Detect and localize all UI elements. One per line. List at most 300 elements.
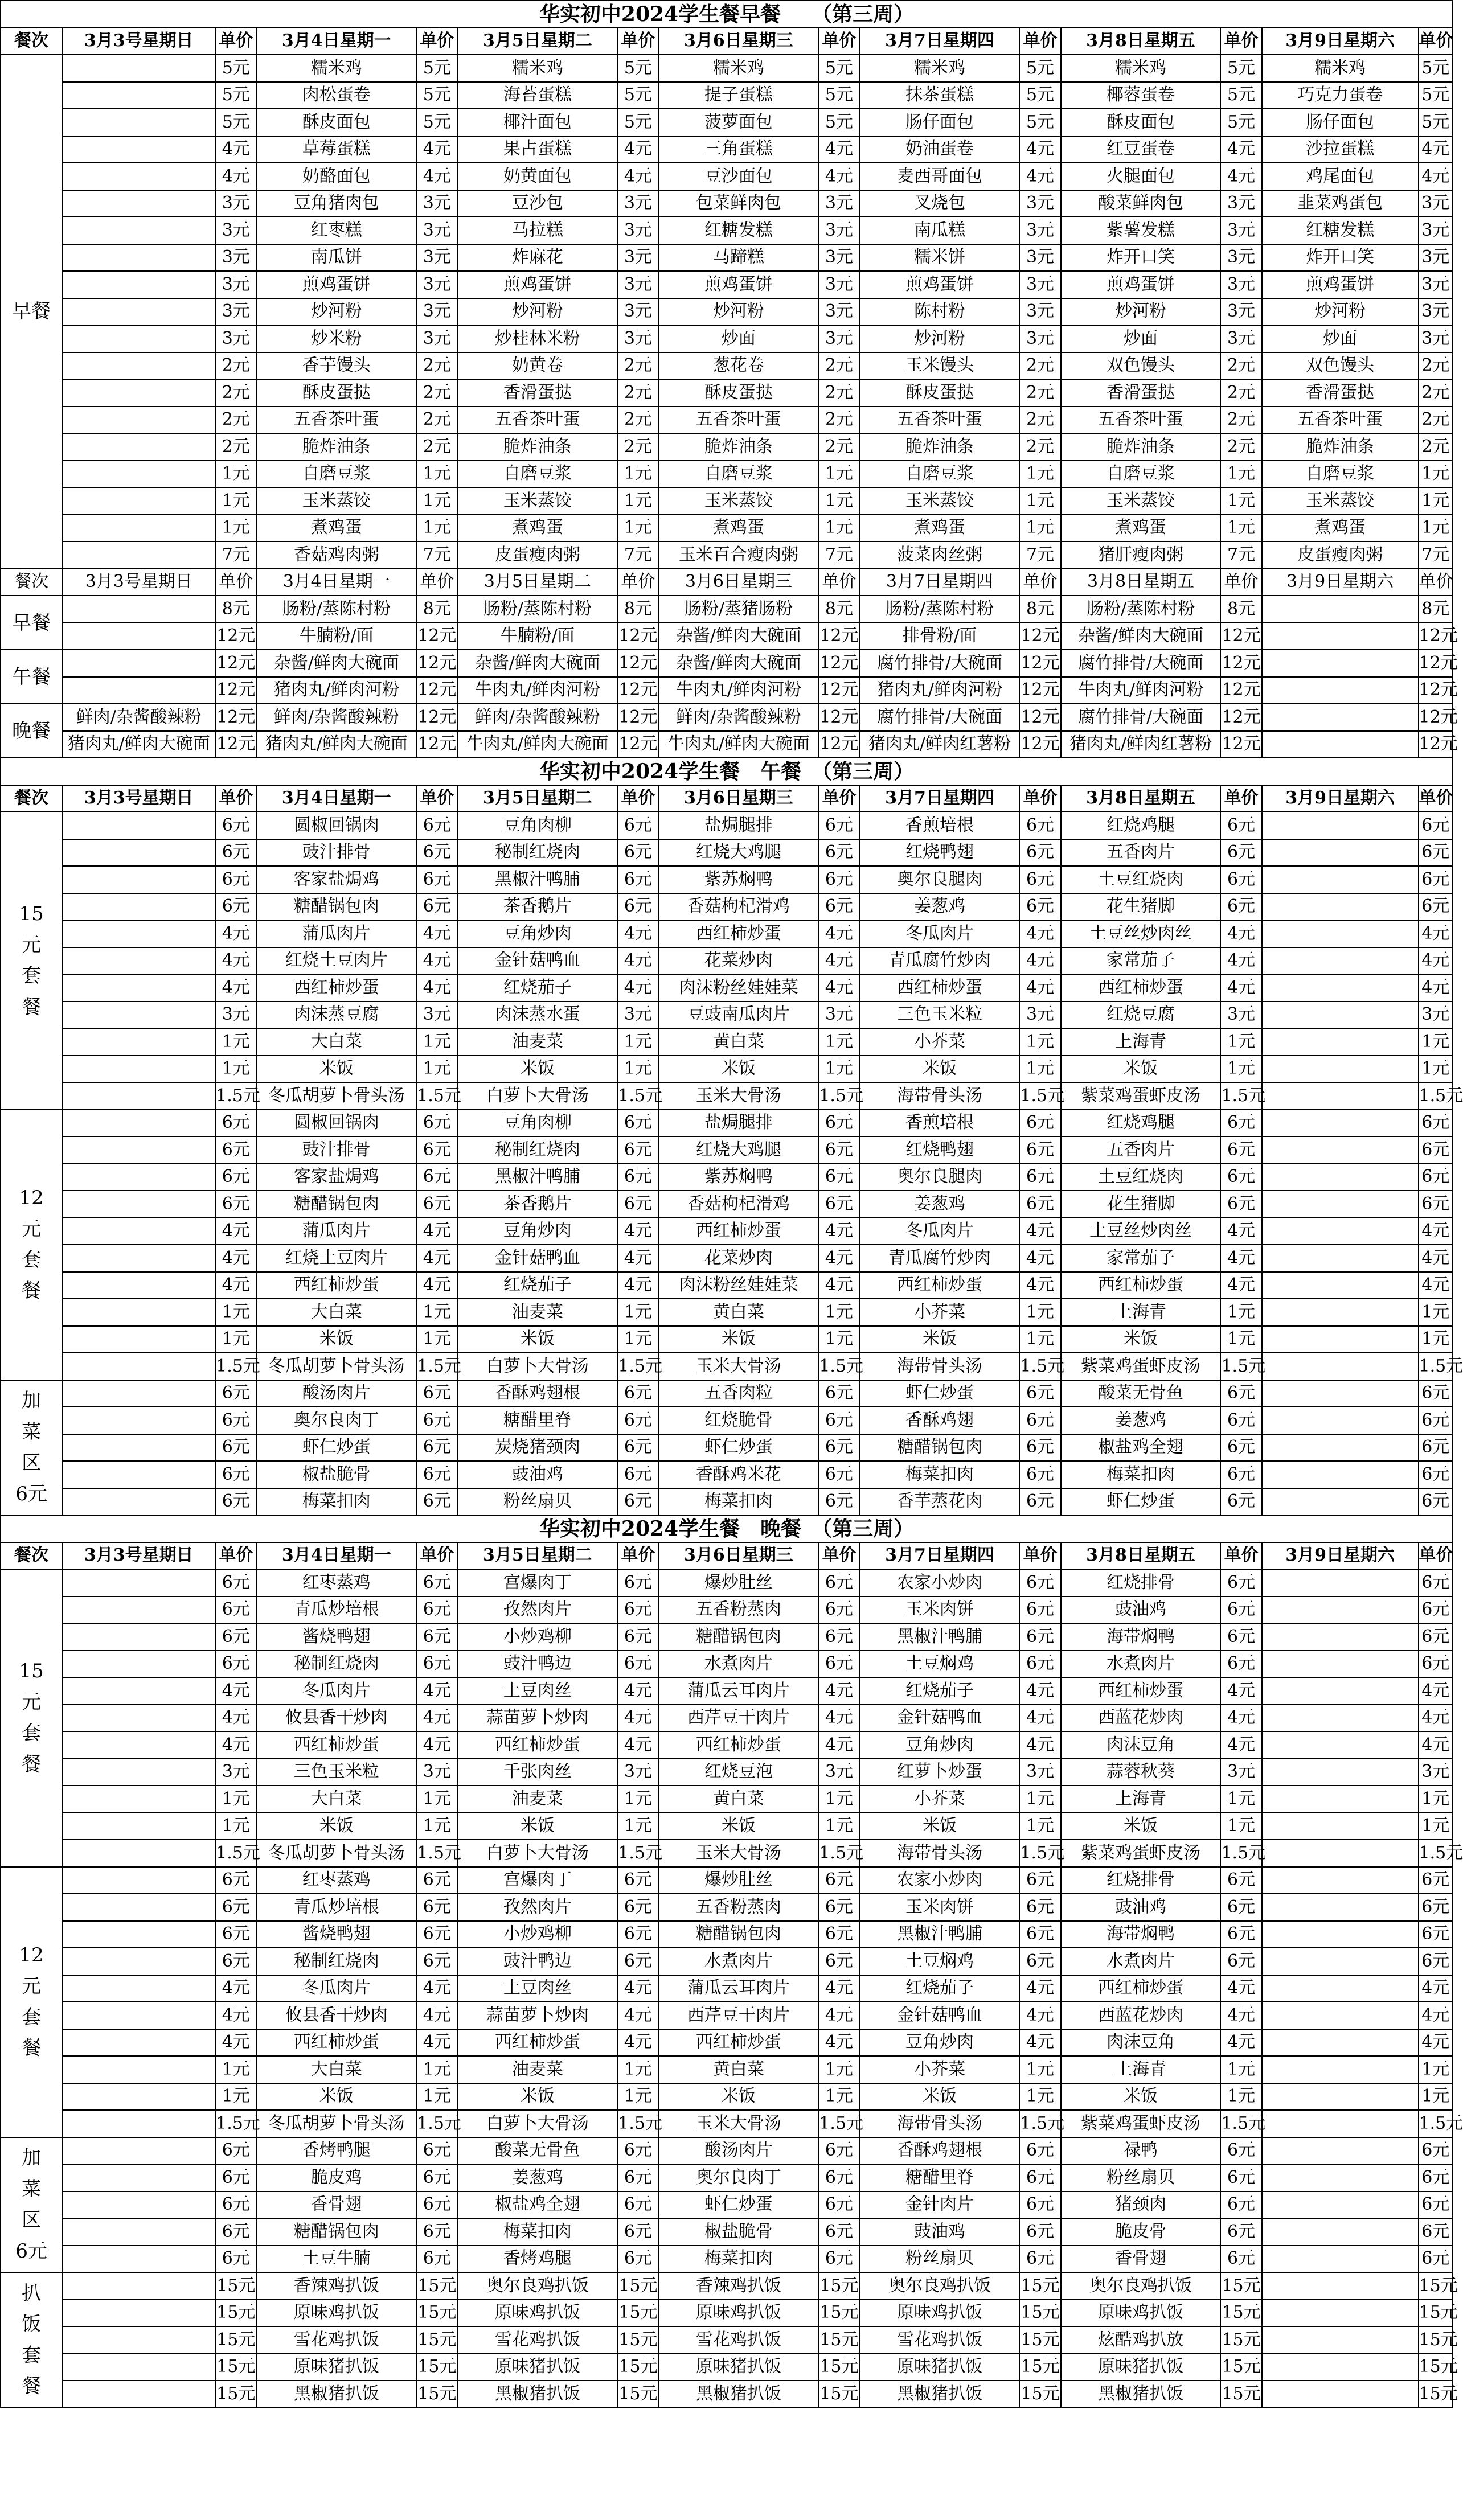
price-cell: 4元 (1220, 1272, 1261, 1299)
dish-cell: 梅菜扣肉 (658, 2246, 818, 2273)
dish-cell: 黑椒猪扒饭 (1061, 2381, 1221, 2408)
meal-label (1, 1380, 62, 1516)
price-cell: 6元 (818, 1921, 859, 1948)
price-cell: 12元 (215, 650, 256, 677)
price-cell: 6元 (1220, 2164, 1261, 2191)
dish-cell: 姜葱鸡 (860, 1191, 1020, 1218)
dish-cell (62, 2137, 215, 2165)
price-cell: 6元 (818, 1596, 859, 1624)
price-cell: 6元 (818, 1488, 859, 1516)
dish-cell: 小炒鸡柳 (457, 1623, 617, 1651)
dish-cell: 抹茶蛋糕 (860, 82, 1020, 109)
header-price-cell: 单价 (416, 785, 457, 812)
table-row (1, 1353, 1453, 1380)
price-cell: 1.5元 (1220, 1082, 1261, 1110)
dish-cell: 水煮肉片 (1061, 1948, 1221, 1975)
dish-cell: 豆角炒肉 (457, 1218, 617, 1245)
dish-cell: 黑椒猪扒饭 (658, 2381, 818, 2408)
dish-cell: 红烧茄子 (457, 974, 617, 1002)
price-cell: 2元 (416, 352, 457, 380)
price-cell: 6元 (215, 1191, 256, 1218)
dish-cell (1262, 1299, 1419, 1326)
price-cell: 1元 (1220, 1326, 1261, 1353)
price-cell: 5元 (617, 82, 658, 109)
dish-cell: 西蓝花炒肉 (1061, 1705, 1221, 1732)
price-cell: 4元 (1419, 2002, 1453, 2029)
price-cell: 6元 (617, 2246, 658, 2273)
table-row (1, 2218, 1453, 2246)
dish-cell: 爆炒肚丝 (658, 1569, 818, 1596)
dish-cell: 土豆肉丝 (457, 1677, 617, 1705)
price-cell: 6元 (1220, 1948, 1261, 1975)
price-cell: 6元 (215, 1921, 256, 1948)
price-cell: 6元 (416, 1596, 457, 1624)
dish-cell: 大白菜 (256, 1299, 416, 1326)
dish-cell: 客家盐焗鸡 (256, 1164, 416, 1191)
price-cell: 15元 (215, 2381, 256, 2408)
price-cell: 1元 (1019, 1299, 1060, 1326)
dish-cell: 土豆焖鸡 (860, 1651, 1020, 1678)
price-cell: 12元 (1019, 623, 1060, 650)
price-cell: 4元 (215, 920, 256, 947)
dish-cell: 脆炸油条 (658, 433, 818, 461)
table-row (1, 974, 1453, 1002)
price-cell: 3元 (1019, 190, 1060, 217)
price-cell: 6元 (1220, 1164, 1261, 1191)
dish-cell: 三色玉米粒 (860, 1002, 1020, 1029)
table-row (1, 1948, 1453, 1975)
price-cell: 6元 (1019, 1651, 1060, 1678)
dish-cell: 猪肉丸/鲜肉河粉 (256, 677, 416, 704)
dish-cell: 豆角肉柳 (457, 1110, 617, 1137)
price-cell: 6元 (1419, 1488, 1453, 1516)
dish-cell: 红烧茄子 (860, 1975, 1020, 2002)
dish-cell: 豉汁鸭边 (457, 1651, 617, 1678)
table-row (1, 1813, 1453, 1840)
price-cell: 6元 (1220, 1136, 1261, 1164)
price-cell: 6元 (818, 1434, 859, 1462)
dish-cell: 脆炸油条 (1262, 433, 1419, 461)
dish-cell: 肉沫粉丝娃娃菜 (658, 1272, 818, 1299)
price-cell: 6元 (215, 2164, 256, 2191)
price-cell: 12元 (1220, 650, 1261, 677)
price-cell: 4元 (1419, 947, 1453, 975)
dish-cell: 椒盐鸡全翅 (457, 2191, 617, 2219)
dish-cell: 炒河粉 (457, 298, 617, 326)
dish-cell: 糖醋锅包肉 (256, 893, 416, 921)
price-cell: 12元 (416, 677, 457, 704)
price-cell: 6元 (416, 1136, 457, 1164)
dish-cell: 糯米鸡 (256, 55, 416, 82)
price-cell: 6元 (1220, 2218, 1261, 2246)
price-cell: 4元 (215, 1218, 256, 1245)
price-cell: 6元 (617, 1191, 658, 1218)
dish-cell: 酸汤肉片 (658, 2137, 818, 2165)
price-cell: 4元 (416, 1677, 457, 1705)
price-cell: 3元 (617, 325, 658, 352)
dish-cell: 奥尔良腿肉 (860, 866, 1020, 893)
dish-cell (1262, 2056, 1419, 2083)
price-cell: 4元 (617, 1218, 658, 1245)
price-cell: 5元 (818, 55, 859, 82)
price-cell: 1元 (1419, 487, 1453, 515)
header-day-cell: 3月6日星期三 (658, 1542, 818, 1570)
dish-cell (62, 1110, 215, 1137)
dish-cell: 梅菜扣肉 (457, 2218, 617, 2246)
price-cell: 6元 (215, 1164, 256, 1191)
price-cell: 1元 (1419, 461, 1453, 488)
dish-cell (1262, 1731, 1419, 1759)
dish-cell: 上海青 (1061, 2056, 1221, 2083)
dish-cell: 黄白菜 (658, 1028, 818, 1056)
price-cell: 15元 (1220, 2300, 1261, 2327)
dish-cell: 豉油鸡 (457, 1461, 617, 1488)
table-row (1, 190, 1453, 217)
price-cell: 6元 (1419, 1407, 1453, 1434)
price-cell: 8元 (416, 596, 457, 623)
dish-cell: 腐竹排骨/大碗面 (860, 704, 1020, 731)
dish-cell: 炫酷鸡扒放 (1061, 2326, 1221, 2354)
dish-cell: 猪肉丸/鲜肉大碗面 (256, 731, 416, 758)
price-cell: 15元 (818, 2354, 859, 2381)
price-cell: 4元 (416, 1975, 457, 2002)
dish-cell: 米饭 (860, 1326, 1020, 1353)
dish-cell: 玉米蒸饺 (1262, 487, 1419, 515)
price-cell: 4元 (1019, 1272, 1060, 1299)
price-cell: 4元 (1019, 2029, 1060, 2057)
dish-cell (62, 2164, 215, 2191)
price-cell: 15元 (1419, 2326, 1453, 2354)
price-cell: 3元 (1019, 1759, 1060, 1786)
dish-cell (1262, 2164, 1419, 2191)
price-cell: 6元 (818, 1407, 859, 1434)
dish-cell: 火腿面包 (1061, 163, 1221, 190)
price-cell: 1.5元 (617, 1353, 658, 1380)
dish-cell: 水煮肉片 (658, 1948, 818, 1975)
dish-cell (62, 109, 215, 136)
price-cell: 5元 (1220, 55, 1261, 82)
dish-cell (62, 461, 215, 488)
price-cell: 2元 (215, 379, 256, 407)
dish-cell: 糖醋锅包肉 (256, 2218, 416, 2246)
meal-label-part: 餐 (22, 1752, 42, 1776)
dish-cell: 牛腩粉/面 (256, 623, 416, 650)
price-cell: 3元 (1220, 217, 1261, 244)
dish-cell: 炒面 (1262, 325, 1419, 352)
price-cell: 2元 (416, 407, 457, 434)
dish-cell: 西红柿炒蛋 (256, 1731, 416, 1759)
price-cell: 6元 (617, 1894, 658, 1921)
price-cell: 3元 (1419, 298, 1453, 326)
dish-cell: 奥尔良鸡扒饭 (457, 2272, 617, 2300)
price-cell: 4元 (1019, 1677, 1060, 1705)
dish-cell: 自磨豆浆 (658, 461, 818, 488)
table-row (1, 136, 1453, 163)
price-cell: 1元 (818, 515, 859, 542)
dish-cell: 煮鸡蛋 (860, 515, 1020, 542)
price-cell: 6元 (1419, 1110, 1453, 1137)
price-cell: 12元 (818, 650, 859, 677)
dish-cell: 水煮肉片 (658, 1651, 818, 1678)
dish-cell (62, 325, 215, 352)
table-row (1, 812, 1453, 839)
price-cell: 3元 (818, 217, 859, 244)
dish-cell: 白萝卜大骨汤 (457, 1082, 617, 1110)
price-cell: 6元 (818, 2246, 859, 2273)
table-row (1, 1542, 1453, 1570)
dish-cell: 虾仁炒蛋 (658, 1434, 818, 1462)
dish-cell: 香烤鸡腿 (457, 2246, 617, 2273)
price-cell: 4元 (617, 1245, 658, 1272)
table-row (1, 163, 1453, 190)
meal-label-part: 元 (22, 1690, 42, 1714)
dish-cell (1262, 1759, 1419, 1786)
dish-cell: 糯米鸡 (860, 55, 1020, 82)
price-cell: 6元 (1019, 1596, 1060, 1624)
price-cell: 5元 (1019, 55, 1060, 82)
price-cell: 4元 (215, 136, 256, 163)
header-day-cell: 3月3号星期日 (62, 785, 215, 812)
meal-label-part: 餐 (22, 2037, 42, 2060)
price-cell: 4元 (215, 1705, 256, 1732)
price-cell: 3元 (1419, 1002, 1453, 1029)
price-cell: 6元 (617, 2164, 658, 2191)
price-cell: 3元 (818, 298, 859, 326)
header-price-cell: 单价 (617, 785, 658, 812)
dish-cell: 花生猪脚 (1061, 893, 1221, 921)
dish-cell: 五香粉蒸肉 (658, 1596, 818, 1624)
dish-cell (1262, 623, 1419, 650)
dish-cell: 西红柿炒蛋 (256, 974, 416, 1002)
dish-cell: 牛肉丸/鲜肉大碗面 (457, 731, 617, 758)
price-cell: 12元 (1019, 677, 1060, 704)
dish-cell: 黑椒猪扒饭 (457, 2381, 617, 2408)
dish-cell: 红烧大鸡腿 (658, 1136, 818, 1164)
price-cell: 5元 (1419, 82, 1453, 109)
price-cell: 2元 (818, 407, 859, 434)
price-cell: 4元 (1419, 1218, 1453, 1245)
price-cell: 5元 (215, 109, 256, 136)
price-cell: 2元 (1220, 433, 1261, 461)
price-cell: 1元 (416, 1299, 457, 1326)
dish-cell: 红豆蛋卷 (1061, 136, 1221, 163)
price-cell: 1.5元 (818, 1353, 859, 1380)
dish-cell: 米饭 (457, 1326, 617, 1353)
price-cell: 3元 (617, 1759, 658, 1786)
price-cell: 5元 (818, 82, 859, 109)
dish-cell (62, 2246, 215, 2273)
dish-cell: 孜然肉片 (457, 1596, 617, 1624)
dish-cell: 小芥菜 (860, 1028, 1020, 1056)
price-cell: 6元 (818, 866, 859, 893)
dish-cell: 孜然肉片 (457, 1894, 617, 1921)
price-cell: 5元 (1220, 109, 1261, 136)
price-cell: 6元 (818, 1461, 859, 1488)
meal-label-part: 15 (19, 902, 44, 926)
dish-cell: 梅菜扣肉 (256, 1488, 416, 1516)
meal-label-part: 6元 (15, 2239, 47, 2263)
table-row (1, 217, 1453, 244)
dish-cell: 禄鸭 (1061, 2137, 1221, 2165)
table-row (1, 1218, 1453, 1245)
dish-cell (62, 1461, 215, 1488)
price-cell: 1元 (1419, 515, 1453, 542)
dish-cell (1262, 1002, 1419, 1029)
price-cell: 4元 (818, 2029, 859, 2057)
dish-cell: 香酥鸡翅根 (457, 1380, 617, 1407)
table-row (1, 1677, 1453, 1705)
price-cell: 5元 (1019, 109, 1060, 136)
price-cell: 4元 (1220, 974, 1261, 1002)
dish-cell: 酸菜无骨鱼 (1061, 1380, 1221, 1407)
dish-cell: 秘制红烧肉 (457, 839, 617, 867)
price-cell: 1元 (1019, 487, 1060, 515)
price-cell: 7元 (1220, 541, 1261, 569)
header-day-cell: 3月7日星期四 (860, 569, 1020, 596)
dish-cell: 冬瓜肉片 (860, 920, 1020, 947)
price-cell: 3元 (617, 190, 658, 217)
dish-cell (1262, 1136, 1419, 1164)
dish-cell: 红烧豆腐 (1061, 1002, 1221, 1029)
dish-cell: 奥尔良肉丁 (256, 1407, 416, 1434)
price-cell: 12元 (416, 623, 457, 650)
price-cell: 4元 (1019, 1731, 1060, 1759)
dish-cell: 紫菜鸡蛋虾皮汤 (1061, 1840, 1221, 1867)
price-cell: 4元 (416, 136, 457, 163)
table-row (1, 1867, 1453, 1894)
dish-cell: 豆角炒肉 (860, 1731, 1020, 1759)
price-cell: 5元 (215, 55, 256, 82)
dish-cell: 豆角猪肉包 (256, 190, 416, 217)
price-cell: 1元 (416, 1056, 457, 1083)
price-cell: 1.5元 (416, 1082, 457, 1110)
dish-cell: 红烧鸡腿 (1061, 812, 1221, 839)
price-cell: 15元 (416, 2300, 457, 2327)
price-cell: 2元 (416, 379, 457, 407)
price-cell: 4元 (1220, 1975, 1261, 2002)
table-row (1, 785, 1453, 812)
dish-cell: 香烤鸭腿 (256, 2137, 416, 2165)
dish-cell (1262, 1596, 1419, 1624)
price-cell: 6元 (1019, 812, 1060, 839)
dish-cell: 黑椒猪扒饭 (256, 2381, 416, 2408)
dish-cell: 紫苏焖鸭 (658, 1164, 818, 1191)
dish-cell: 糖醋锅包肉 (860, 1434, 1020, 1462)
dish-cell: 小芥菜 (860, 1299, 1020, 1326)
dish-cell (62, 1326, 215, 1353)
dish-cell: 黄白菜 (658, 1786, 818, 1813)
price-cell: 3元 (818, 271, 859, 298)
dish-cell: 脆炸油条 (1061, 433, 1221, 461)
meal-label (1, 1867, 62, 2137)
dish-cell: 米饭 (658, 2083, 818, 2111)
price-cell: 4元 (617, 1272, 658, 1299)
header-day-cell: 3月6日星期三 (658, 28, 818, 55)
price-cell: 12元 (617, 704, 658, 731)
dish-cell: 红枣蒸鸡 (256, 1569, 416, 1596)
price-cell: 2元 (818, 379, 859, 407)
price-cell: 3元 (617, 217, 658, 244)
dish-cell (1262, 2300, 1419, 2327)
header-price-cell: 单价 (1220, 785, 1261, 812)
dish-cell (62, 541, 215, 569)
meal-label-part: 饭 (22, 2313, 42, 2336)
price-cell: 6元 (1220, 1461, 1261, 1488)
table-row (1, 2164, 1453, 2191)
price-cell: 4元 (1220, 947, 1261, 975)
price-cell: 1元 (617, 487, 658, 515)
price-cell: 4元 (1019, 1975, 1060, 2002)
price-cell: 6元 (1019, 866, 1060, 893)
price-cell: 1元 (617, 1786, 658, 1813)
price-cell: 6元 (1220, 1921, 1261, 1948)
dish-cell: 玉米百合瘦肉粥 (658, 541, 818, 569)
dish-cell: 自磨豆浆 (860, 461, 1020, 488)
price-cell: 6元 (1019, 1569, 1060, 1596)
table-row (1, 2056, 1453, 2083)
dish-cell: 姜葱鸡 (1061, 1407, 1221, 1434)
dish-cell (1262, 1840, 1419, 1867)
price-cell: 2元 (1419, 379, 1453, 407)
dish-cell: 蒜苗萝卜炒肉 (457, 1705, 617, 1732)
dish-cell: 脆炸油条 (860, 433, 1020, 461)
dish-cell: 金针肉片 (860, 2191, 1020, 2219)
dish-cell: 西红柿炒蛋 (860, 974, 1020, 1002)
price-cell: 1元 (215, 1813, 256, 1840)
price-cell: 1.5元 (1019, 1082, 1060, 1110)
meal-label-part: 菜 (22, 2177, 42, 2201)
table-row (1, 28, 1453, 55)
dish-cell: 肉沫蒸水蛋 (457, 1002, 617, 1029)
table-row (1, 1245, 1453, 1272)
dish-cell (1262, 1867, 1419, 1894)
dish-cell: 白萝卜大骨汤 (457, 2110, 617, 2137)
price-cell: 1.5元 (416, 2110, 457, 2137)
header-price-cell: 单价 (1220, 28, 1261, 55)
dish-cell (1262, 1110, 1419, 1137)
meal-label (1, 2137, 62, 2273)
dish-cell: 鸡尾面包 (1262, 163, 1419, 190)
dish-cell: 香煎培根 (860, 1110, 1020, 1137)
dish-cell (1262, 839, 1419, 867)
price-cell: 15元 (215, 2272, 256, 2300)
dish-cell (1262, 1786, 1419, 1813)
dish-cell (62, 2029, 215, 2057)
dish-cell: 奶酪面包 (256, 163, 416, 190)
price-cell: 8元 (617, 596, 658, 623)
dish-cell: 香芋馒头 (256, 352, 416, 380)
price-cell: 2元 (215, 352, 256, 380)
dish-cell (1262, 1028, 1419, 1056)
price-cell: 6元 (818, 1894, 859, 1921)
dish-cell: 巧克力蛋卷 (1262, 82, 1419, 109)
dish-cell: 糯米饼 (860, 244, 1020, 272)
price-cell: 12元 (1220, 623, 1261, 650)
dish-cell: 紫菜鸡蛋虾皮汤 (1061, 2110, 1221, 2137)
price-cell: 4元 (1019, 920, 1060, 947)
price-cell: 6元 (617, 1461, 658, 1488)
meal-label-part: 区 (22, 1451, 42, 1475)
dish-cell: 红烧土豆肉片 (256, 947, 416, 975)
price-cell: 6元 (416, 839, 457, 867)
dish-cell: 姜葱鸡 (457, 2164, 617, 2191)
price-cell: 6元 (818, 2137, 859, 2165)
price-cell: 1元 (1019, 1056, 1060, 1083)
price-cell: 1.5元 (215, 2110, 256, 2137)
price-cell: 3元 (416, 190, 457, 217)
dish-cell: 梅菜扣肉 (658, 1488, 818, 1516)
dish-cell: 南瓜糕 (860, 217, 1020, 244)
